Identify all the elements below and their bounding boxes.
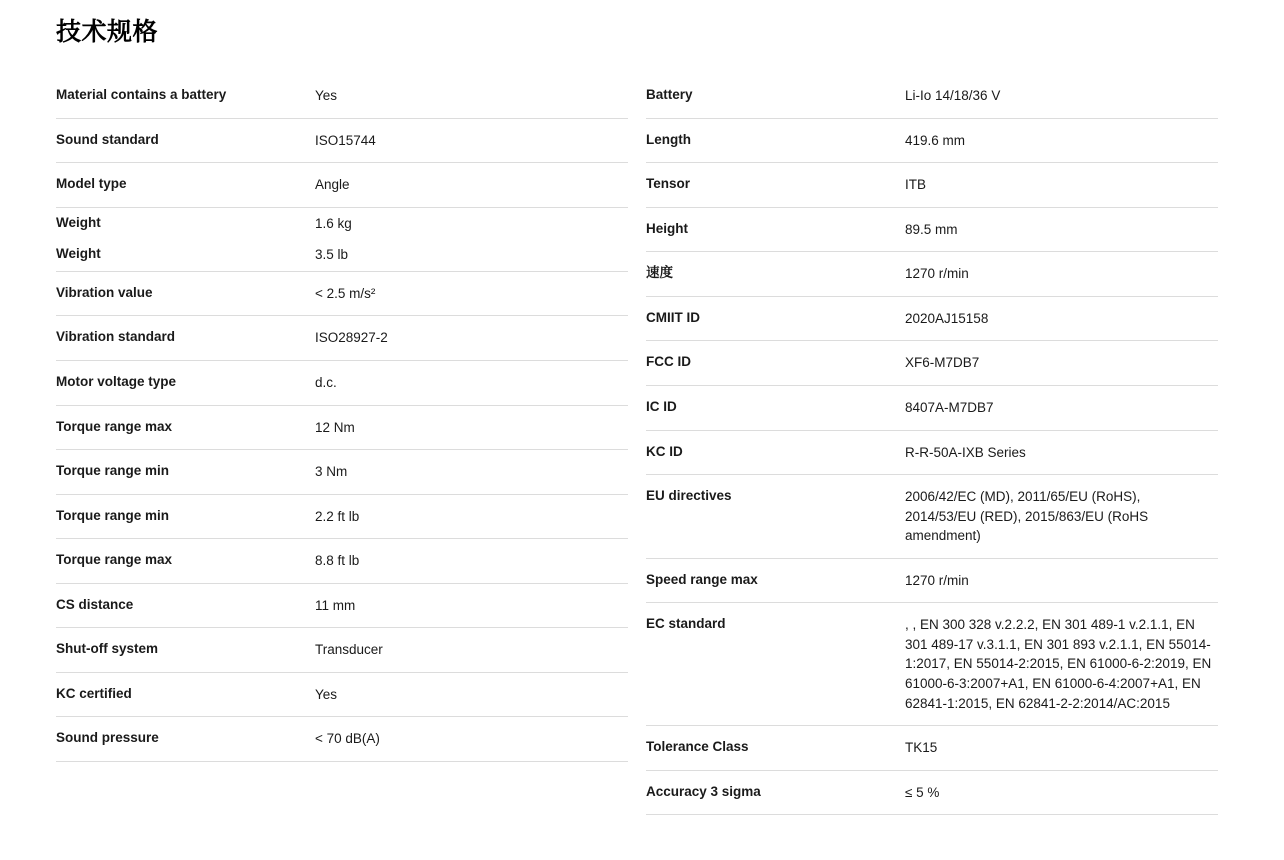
spec-label: Vibration value — [56, 284, 153, 300]
spec-label: Shut-off system — [56, 641, 159, 657]
spec-value: < 2.5 m/s² — [315, 285, 376, 301]
spec-label: Speed range max — [646, 571, 758, 587]
spec-value: ITB — [905, 177, 927, 193]
spec-label: Weight — [56, 246, 101, 262]
spec-row — [646, 386, 1218, 431]
spec-row — [646, 119, 1218, 164]
spec-value: 3.5 lb — [315, 247, 349, 263]
spec-label: Motor voltage type — [56, 373, 177, 389]
spec-row — [646, 771, 1218, 816]
spec-label: Weight — [56, 214, 101, 230]
spec-value: ≤ 5 % — [905, 784, 940, 800]
spec-row — [646, 252, 1218, 297]
spec-label: Accuracy 3 sigma — [646, 783, 761, 799]
spec-value: XF6-M7DB7 — [905, 355, 980, 371]
spec-value: Yes — [315, 686, 338, 702]
spec-row — [56, 450, 628, 495]
spec-value: Angle — [315, 177, 350, 193]
spec-label: Model type — [56, 176, 127, 192]
spec-label: KC ID — [646, 443, 683, 459]
spec-row — [56, 361, 628, 406]
spec-row — [56, 74, 628, 119]
spec-label: Torque range min — [56, 463, 170, 479]
spec-label: FCC ID — [646, 354, 691, 370]
spec-value: 3 Nm — [315, 464, 348, 480]
spec-value: 1.6 kg — [315, 215, 352, 231]
spec-row — [646, 603, 1218, 726]
spec-column-right — [646, 74, 1218, 815]
spec-value: 11 mm — [315, 597, 356, 613]
spec-row — [56, 539, 628, 584]
spec-label: Tensor — [646, 176, 691, 192]
spec-value: R-R-50A-IXB Series — [905, 444, 1026, 460]
spec-value: 419.6 mm — [905, 132, 966, 148]
spec-label: EC standard — [646, 616, 726, 632]
spec-value: 8.8 ft lb — [315, 553, 360, 569]
spec-row — [56, 163, 628, 208]
spec-row — [56, 208, 628, 240]
spec-value: Transducer — [315, 642, 383, 658]
spec-row — [56, 628, 628, 673]
spec-label: CS distance — [56, 596, 134, 612]
spec-value: Yes — [315, 88, 338, 103]
spec-value: 12 Nm — [315, 419, 355, 435]
spec-row — [56, 495, 628, 540]
spec-value: 2.2 ft lb — [315, 508, 360, 524]
spec-row — [646, 726, 1218, 771]
spec-row — [646, 431, 1218, 476]
spec-label: Tolerance Class — [646, 739, 749, 755]
spec-row — [56, 316, 628, 361]
spec-label: Torque range max — [56, 552, 173, 568]
spec-row — [646, 341, 1218, 386]
spec-row — [56, 717, 628, 762]
spec-label: Torque range min — [56, 507, 170, 523]
spec-label: Sound standard — [56, 131, 159, 147]
spec-row — [56, 239, 628, 272]
spec-row — [646, 208, 1218, 253]
spec-value: 8407A-M7DB7 — [905, 399, 994, 415]
spec-label: KC certified — [56, 685, 132, 701]
spec-value: < 70 dB(A) — [315, 731, 380, 747]
spec-value: 89.5 mm — [905, 221, 958, 237]
spec-column-left — [56, 74, 628, 815]
spec-row — [646, 297, 1218, 342]
spec-row — [56, 406, 628, 451]
spec-row — [646, 559, 1218, 604]
spec-row — [646, 163, 1218, 208]
spec-row — [56, 272, 628, 317]
spec-value: 1270 r/min — [905, 266, 969, 282]
spec-value: ISO15744 — [315, 132, 376, 148]
spec-label: Material contains a battery — [56, 87, 227, 102]
spec-row — [56, 673, 628, 718]
spec-value: Li-Io 14/18/36 V — [905, 88, 1001, 103]
spec-value: ISO28927-2 — [315, 330, 388, 346]
spec-value: , , EN 300 328 v.2.2.2, EN 301 489-1 v.2.1.1, EN 301 489-17 v.3.1.1, EN 301 893 v.2.1.1, EN 55014-1:2017, EN 55014-2:2015, EN 61000-6-2:2019, EN 61000-6-3:2007+A1, EN 61000-6-4:2007+A1, EN 62841-1:2015, EN 62841-2-2:2014/AC:2015 — [905, 617, 1212, 711]
spec-value: 2006/42/EC (MD), 2011/65/EU (RoHS), 2014/53/EU (RED), 2015/863/EU (RoHS amendment) — [905, 489, 1149, 544]
spec-row — [646, 475, 1218, 559]
spec-label: Length — [646, 131, 691, 147]
spec-value: d.c. — [315, 374, 337, 390]
spec-label: Battery — [646, 87, 693, 102]
spec-label: EU directives — [646, 488, 732, 504]
spec-value: TK15 — [905, 740, 938, 756]
spec-row — [56, 119, 628, 164]
spec-label: 速度 — [646, 265, 673, 281]
spec-value: 1270 r/min — [905, 572, 969, 588]
spec-row — [646, 74, 1218, 119]
spec-row — [56, 584, 628, 629]
spec-label: CMIIT ID — [646, 309, 700, 325]
spec-label: IC ID — [646, 398, 677, 414]
spec-label: Vibration standard — [56, 329, 176, 345]
spec-label: Height — [646, 220, 688, 236]
spec-label: Torque range max — [56, 418, 173, 434]
spec-columns — [56, 74, 1228, 815]
spec-label: Sound pressure — [56, 730, 159, 746]
spec-value: 2020AJ15158 — [905, 310, 989, 326]
page-title: 技术规格 — [56, 18, 159, 46]
